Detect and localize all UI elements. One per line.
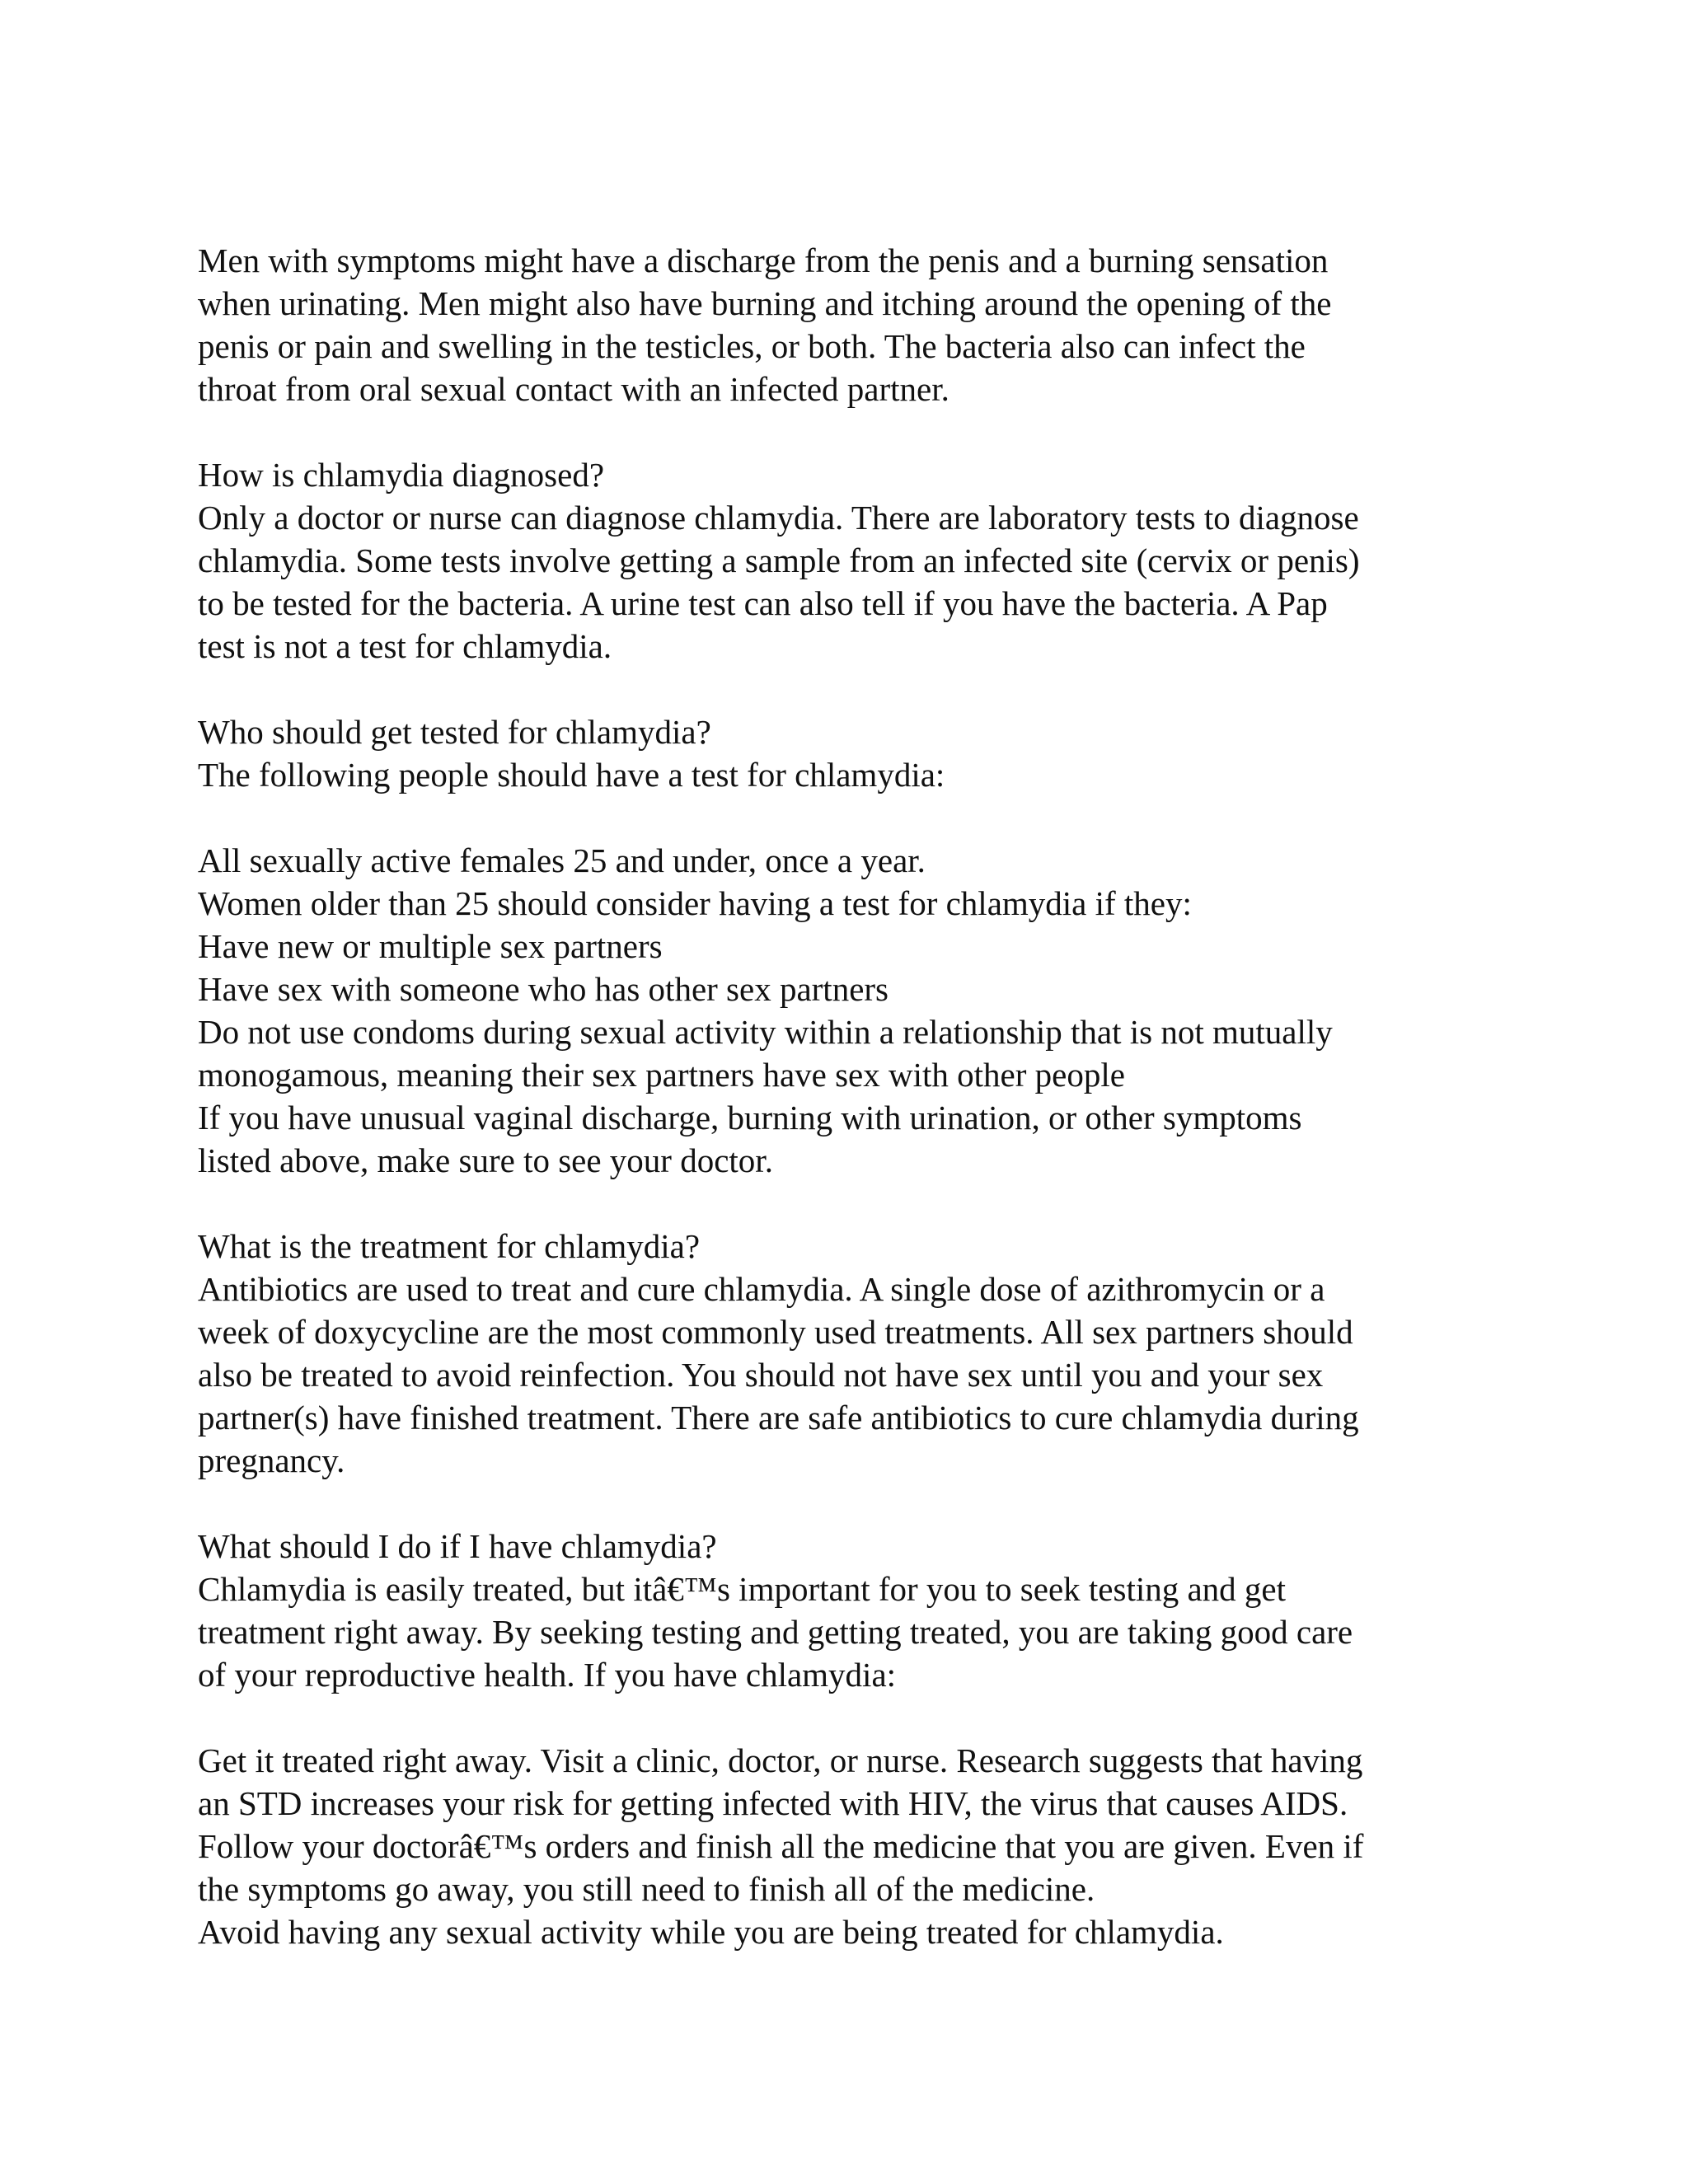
text-line: partner(s) have finished treatment. There are safe antibiotics to cure chlamydia during xyxy=(198,1399,1359,1436)
list-item: Follow your doctorâ€™s orders and finish all the medicine that you are given. Even if xyxy=(198,1827,1364,1865)
action-steps-list xyxy=(198,1739,1508,1953)
text-line: Only a doctor or nurse can diagnose chlamydia. There are laboratory tests to diagnose xyxy=(198,499,1359,537)
text-line: test is not a test for chlamydia. xyxy=(198,627,612,665)
text-line: when urinating. Men might also have burning and itching around the opening of the xyxy=(198,284,1332,322)
section-heading: What should I do if I have chlamydia? xyxy=(198,1527,717,1565)
text-line: of your reproductive health. If you have chlamydia: xyxy=(198,1656,897,1694)
list-item: All sexually active females 25 and under, once a year. xyxy=(198,841,926,879)
section-heading: Who should get tested for chlamydia? xyxy=(198,713,711,751)
document-page xyxy=(198,239,1508,1996)
list-item: Do not use condoms during sexual activity within a relationship that is not mutually xyxy=(198,1013,1333,1051)
list-item: an STD increases your risk for getting infected with HIV, the virus that causes AIDS. xyxy=(198,1784,1348,1822)
text-line: treatment right away. By seeking testing and getting treated, you are taking good care xyxy=(198,1613,1353,1651)
testing-criteria-list xyxy=(198,839,1508,1182)
list-item: Avoid having any sexual activity while you are being treated for chlamydia. xyxy=(198,1913,1224,1951)
list-item: Have new or multiple sex partners xyxy=(198,927,663,965)
list-item: Get it treated right away. Visit a clinic, doctor, or nurse. Research suggests that having xyxy=(198,1741,1363,1779)
list-item: If you have unusual vaginal discharge, burning with urination, or other symptoms xyxy=(198,1099,1302,1137)
text-line: throat from oral sexual contact with an infected partner. xyxy=(198,370,950,408)
text-line: Men with symptoms might have a discharge from the penis and a burning sensation xyxy=(198,241,1329,279)
section-treatment xyxy=(198,1225,1508,1482)
text-line: The following people should have a test for chlamydia: xyxy=(198,756,945,794)
text-line: chlamydia. Some tests involve getting a sample from an infected site (cervix or penis) xyxy=(198,541,1360,579)
list-item: monogamous, meaning their sex partners have sex with other people xyxy=(198,1056,1125,1094)
text-line: Antibiotics are used to treat and cure chlamydia. A single dose of azithromycin or a xyxy=(198,1270,1325,1308)
text-line: penis or pain and swelling in the testicles, or both. The bacteria also can infect the xyxy=(198,327,1306,365)
section-testing xyxy=(198,710,1508,796)
text-line: week of doxycycline are the most commonly used treatments. All sex partners should xyxy=(198,1313,1353,1351)
text-line: pregnancy. xyxy=(198,1441,345,1479)
list-item: Have sex with someone who has other sex partners xyxy=(198,970,889,1008)
text-line: also be treated to avoid reinfection. You should not have sex until you and your sex xyxy=(198,1356,1324,1394)
text-line: Chlamydia is easily treated, but itâ€™s important for you to seek testing and get xyxy=(198,1570,1287,1608)
list-item: the symptoms go away, you still need to finish all of the medicine. xyxy=(198,1870,1095,1908)
list-item: listed above, make sure to see your doctor. xyxy=(198,1141,773,1179)
list-item: Women older than 25 should consider having a test for chlamydia if they: xyxy=(198,884,1192,922)
section-heading: What is the treatment for chlamydia? xyxy=(198,1227,701,1265)
paragraph-male-symptoms xyxy=(198,239,1508,410)
section-what-to-do xyxy=(198,1525,1508,1696)
text-line: to be tested for the bacteria. A urine test can also tell if you have the bacteria. A Pap xyxy=(198,584,1328,622)
section-diagnosis xyxy=(198,453,1508,668)
section-heading: How is chlamydia diagnosed? xyxy=(198,456,605,494)
